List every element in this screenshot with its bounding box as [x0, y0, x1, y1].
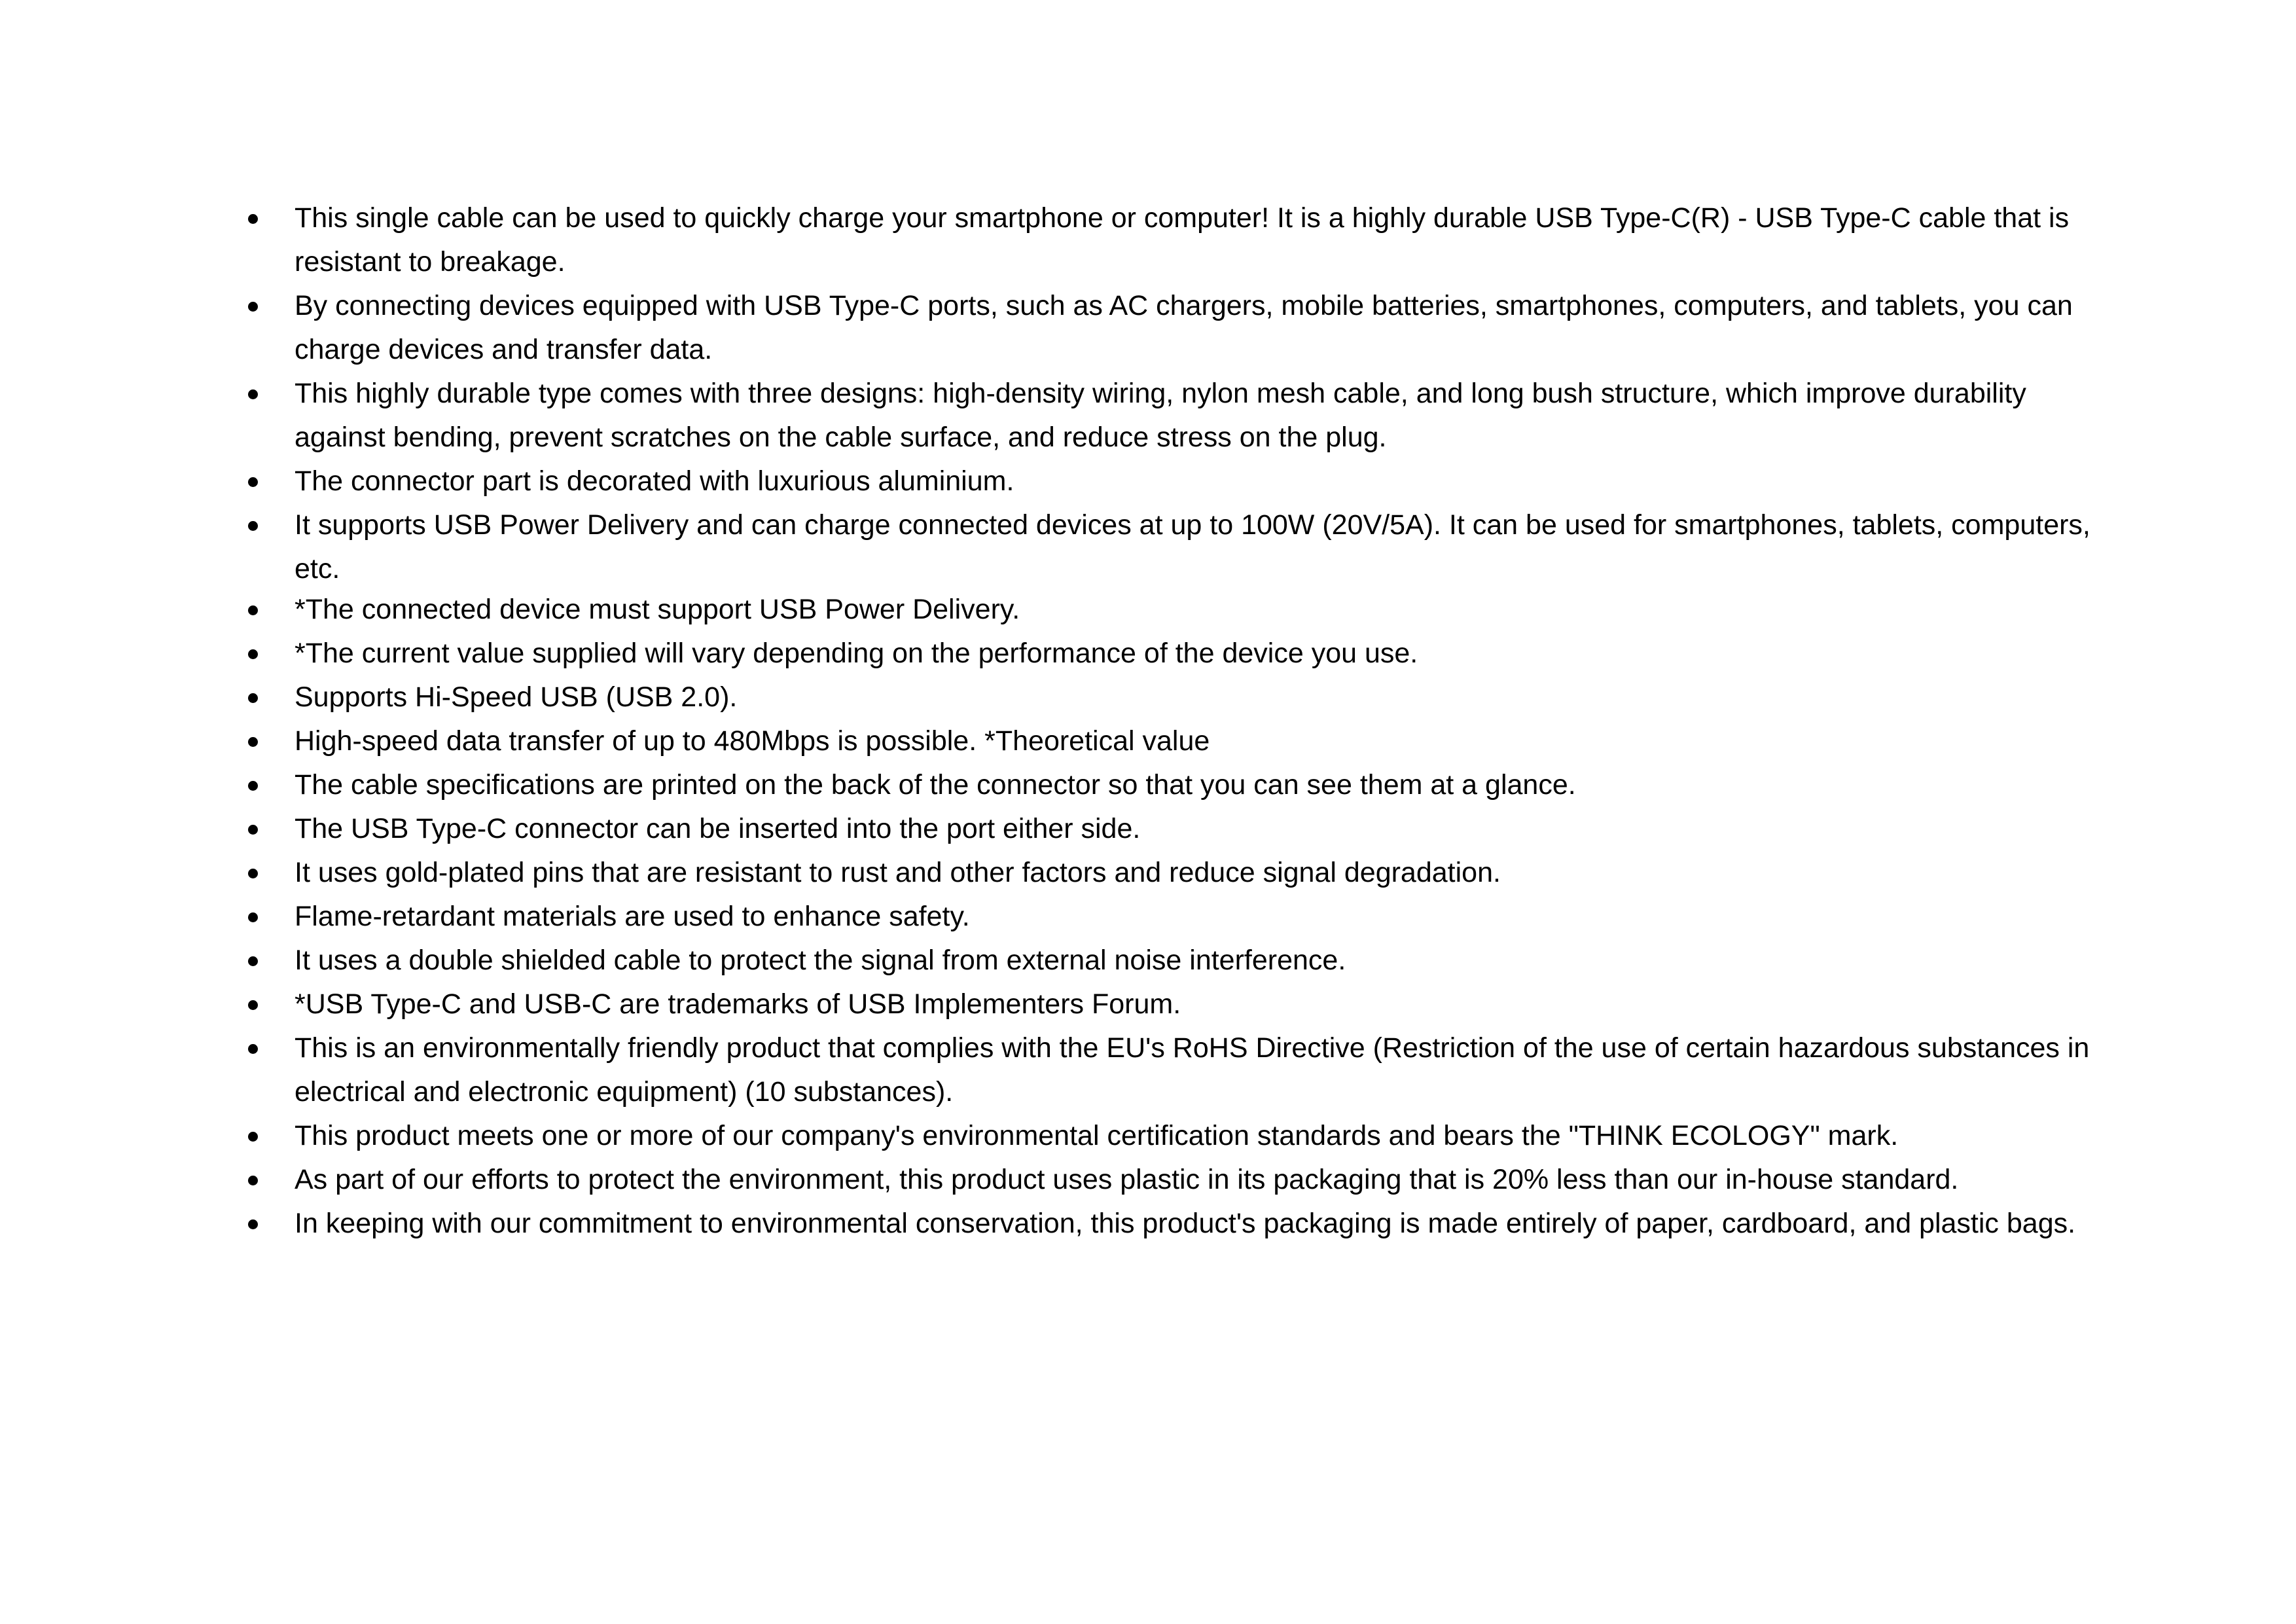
bullet-icon [248, 1176, 258, 1185]
feature-bullet-list [0, 196, 2296, 591]
list-item [0, 851, 2121, 895]
bullet-icon [248, 912, 258, 922]
list-item [0, 1202, 2121, 1246]
bullet-icon [248, 1219, 258, 1229]
list-item-text: *The current value supplied will vary depending on the performance of the device you use. [295, 638, 1418, 669]
bullet-icon [248, 869, 258, 878]
list-item [0, 588, 2121, 632]
bullet-icon [248, 1000, 258, 1010]
list-item-text: *The connected device must support USB Power Delivery. [295, 594, 1020, 625]
list-item [0, 1026, 2121, 1114]
list-item [0, 983, 2121, 1026]
list-item [0, 1158, 2121, 1202]
list-item-text: It uses gold-plated pins that are resistant to rust and other factors and reduce signal degradation. [295, 857, 1501, 888]
list-item [0, 1114, 2121, 1158]
list-item-text: High-speed data transfer of up to 480Mbps is possible. *Theoretical value [295, 725, 1210, 757]
list-item-text: This highly durable type comes with three designs: high-density wiring, nylon mesh cable, and long bush structure, which improve durability against bending, prevent scratches on the cable surface, and reduce stress on the plug. [295, 378, 2026, 453]
list-item [0, 895, 2121, 939]
bullet-icon [248, 389, 258, 399]
list-item-text: As part of our efforts to protect the environment, this product uses plastic in its packaging that is 20% less than our in-house standard. [295, 1164, 1959, 1195]
bullet-icon [248, 825, 258, 835]
list-item [0, 460, 2121, 503]
list-item-text: This is an environmentally friendly product that complies with the EU's RoHS Directive (Restriction of the use of certain hazardous substances in electrical and electronic equipment) (10 substances). [295, 1032, 2090, 1108]
list-item-text: By connecting devices equipped with USB Type-C ports, such as AC chargers, mobile batteries, smartphones, computers, and tablets, you can charge devices and transfer data. [295, 290, 2073, 365]
bullet-icon [248, 477, 258, 487]
bullet-icon [248, 956, 258, 966]
list-item [0, 284, 2121, 372]
list-item [0, 372, 2121, 460]
bullet-icon [248, 214, 258, 224]
list-item-text: It uses a double shielded cable to protect the signal from external noise interference. [295, 945, 1346, 976]
bullet-icon [248, 605, 258, 615]
list-item-text: Flame-retardant materials are used to enhance safety. [295, 901, 970, 932]
list-item-text: This product meets one or more of our company's environmental certification standards and bears the "THINK ECOLOGY" mark. [295, 1120, 1899, 1151]
list-item-text: The cable specifications are printed on the back of the connector so that you can see them at a glance. [295, 769, 1576, 801]
bullet-icon [248, 737, 258, 747]
list-item [0, 503, 2121, 591]
list-item-text: This single cable can be used to quickly charge your smartphone or computer! It is a highly durable USB Type-C(R) - USB Type-C cable that is resistant to breakage. [295, 202, 2070, 278]
bullet-icon [248, 1132, 258, 1142]
list-item-text: *USB Type-C and USB-C are trademarks of USB Implementers Forum. [295, 988, 1181, 1020]
list-item-text: The connector part is decorated with luxurious aluminium. [295, 465, 1014, 497]
list-item-text: The USB Type-C connector can be inserted into the port either side. [295, 813, 1141, 844]
list-item [0, 676, 2121, 719]
notes-bullet-list [0, 588, 2296, 1246]
list-item [0, 719, 2121, 763]
bullet-icon [248, 521, 258, 531]
list-item [0, 632, 2121, 676]
bullet-icon [248, 649, 258, 659]
bullet-icon [248, 693, 258, 703]
list-item [0, 807, 2121, 851]
bullet-icon [248, 1044, 258, 1054]
list-item [0, 939, 2121, 983]
bullet-icon [248, 302, 258, 312]
bullet-icon [248, 781, 258, 791]
list-item-text: In keeping with our commitment to environmental conservation, this product's packaging is made entirely of paper, cardboard, and plastic bags. [295, 1208, 2076, 1239]
list-item [0, 196, 2121, 284]
list-item-text: Supports Hi-Speed USB (USB 2.0). [295, 681, 738, 713]
list-item [0, 763, 2121, 807]
list-item-text: It supports USB Power Delivery and can charge connected devices at up to 100W (20V/5A). It can be used for smartphones, tablets, computers, etc. [295, 509, 2090, 585]
